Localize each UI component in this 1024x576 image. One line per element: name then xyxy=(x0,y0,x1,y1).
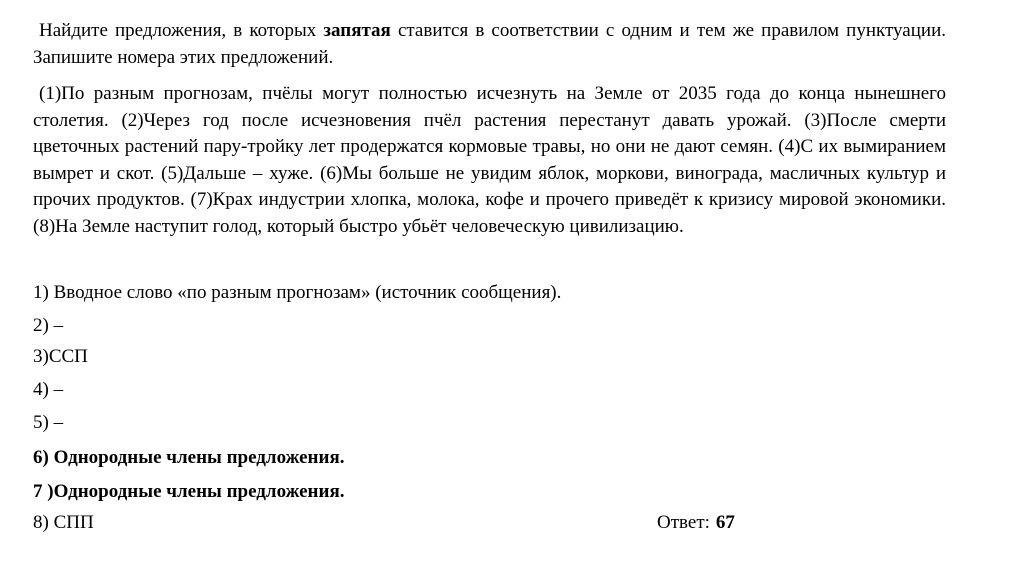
answer-line-3: 3)ССП xyxy=(33,346,88,367)
answer-line-6: 6) Однородные члены предложения. xyxy=(33,447,345,468)
task-instruction xyxy=(33,18,946,71)
task-text-start: Найдите предложения, в которых xyxy=(39,20,324,41)
answer-line-8: 8) СПП xyxy=(33,512,94,533)
answer-line-4: 4) – xyxy=(33,379,64,400)
answer-line-5: 5) – xyxy=(33,412,64,433)
final-answer xyxy=(657,511,735,535)
final-answer-value: 67 xyxy=(715,512,735,533)
task-bold-word: запятая xyxy=(323,20,391,41)
answer-line-1: 1) Вводное слово «по разным прогнозам» (источник сообщения). xyxy=(33,282,562,303)
source-passage xyxy=(33,81,946,241)
final-answer-label: Ответ: xyxy=(657,512,710,533)
passage-text: (1)По разным прогнозам, пчёлы могут полностью исчезнуть на Земле от 2035 года до конца нынешнего столетия. (2)Через год после исчезновения пчёл растения перестанут давать урожай. (3)После смерти цветочных растений пару-тройку лет продержатся кормовые травы, но они не дают семян. (4)С их вымиранием вымрет и скот. (5)Дальше – хуже. (6)Мы больше не увидим яблок, моркови, винограда, масличных культур и прочих продуктов. (7)Крах индустрии хлопка, молока, кофе и прочего приведёт к кризису мировой экономики. (8)На Земле наступит голод, который быстро убьёт человеческую цивилизацию. xyxy=(33,83,946,237)
task-text-end: ставится в соответствии с одним и тем же правилом пунктуации. Запишите номера этих предложений. xyxy=(33,20,946,68)
answer-line-2: 2) – xyxy=(33,315,64,336)
answer-line-7: 7 )Однородные члены предложения. xyxy=(33,481,345,502)
